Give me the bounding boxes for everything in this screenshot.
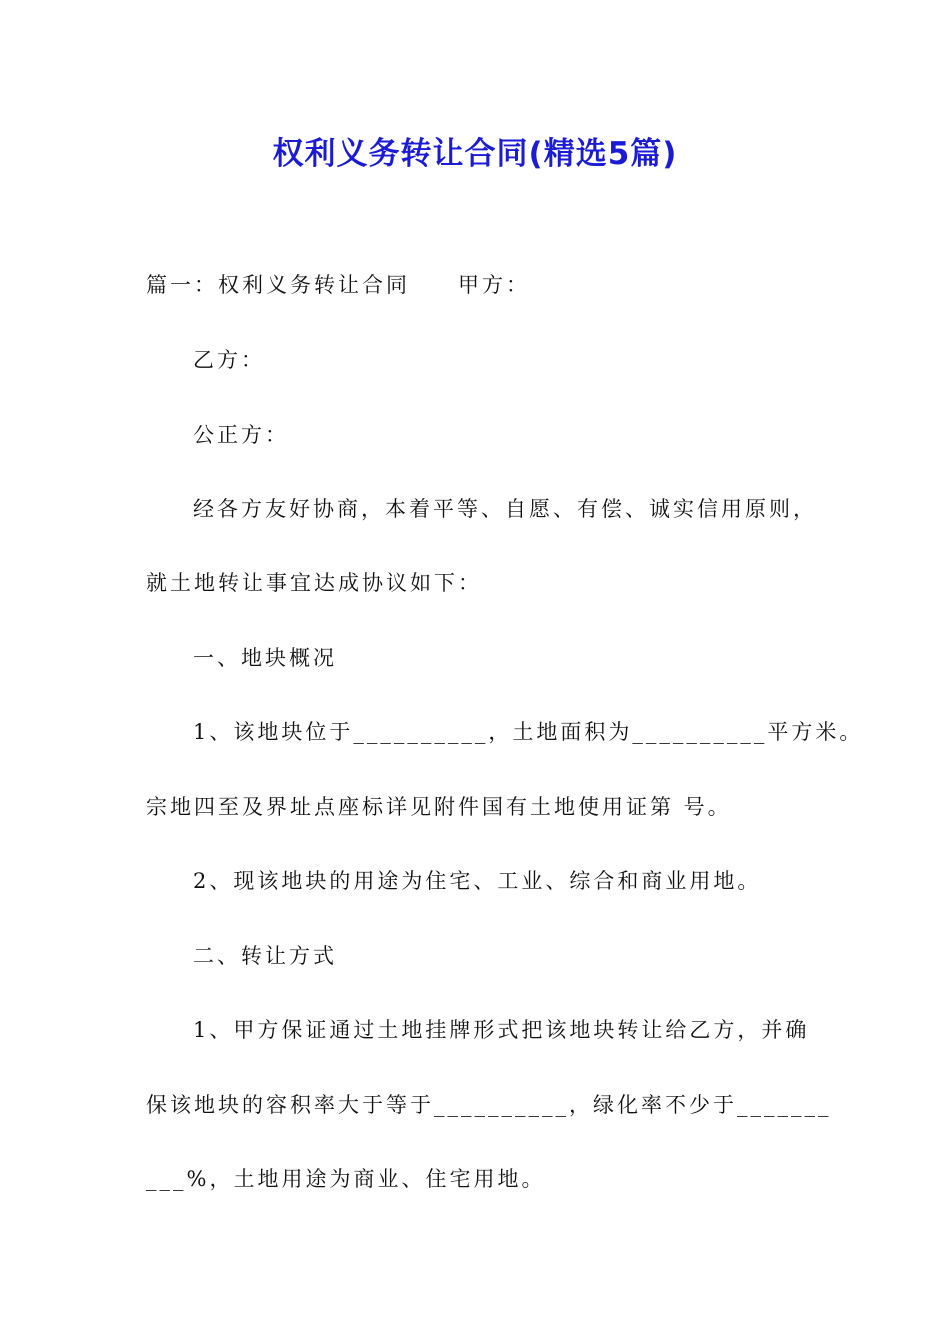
section-heading-line xyxy=(146,270,846,300)
clause-1-location: 1、该地块位于__________，土地面积为__________平方米。 xyxy=(193,720,864,744)
clause-transfer-1-end: ___%，土地用途为商业、住宅用地。 xyxy=(146,1167,546,1191)
paragraph-intro: 经各方友好协商，本着平等、自愿、有偿、诚实信用原则， xyxy=(193,497,817,521)
clause-transfer-1: 1、甲方保证通过土地挂牌形式把该地块转让给乙方，并确 xyxy=(193,1018,810,1042)
clause-2-usage: 2、现该地块的用途为住宅、工业、综合和商业用地。 xyxy=(193,869,762,893)
document-title: 权利义务转让合同(精选5篇) xyxy=(272,136,678,172)
clause-1-location-cont: 宗地四至及界址点座标详见附件国有土地使用证第 号。 xyxy=(146,795,732,819)
clause-transfer-1-cont: 保该地块的容积率大于等于__________，绿化率不少于_______ xyxy=(146,1093,832,1117)
paragraph-intro-cont: 就土地转让事宜达成协议如下： xyxy=(146,571,482,595)
section-heading: 篇一：权利义务转让合同 xyxy=(146,273,410,297)
notary-label: 公正方： xyxy=(193,423,289,447)
party-a-label: 甲方： xyxy=(458,273,530,297)
heading-transfer-method: 二、转让方式 xyxy=(193,944,337,968)
party-b-label: 乙方： xyxy=(193,348,265,372)
heading-land-overview: 一、地块概况 xyxy=(193,646,337,670)
